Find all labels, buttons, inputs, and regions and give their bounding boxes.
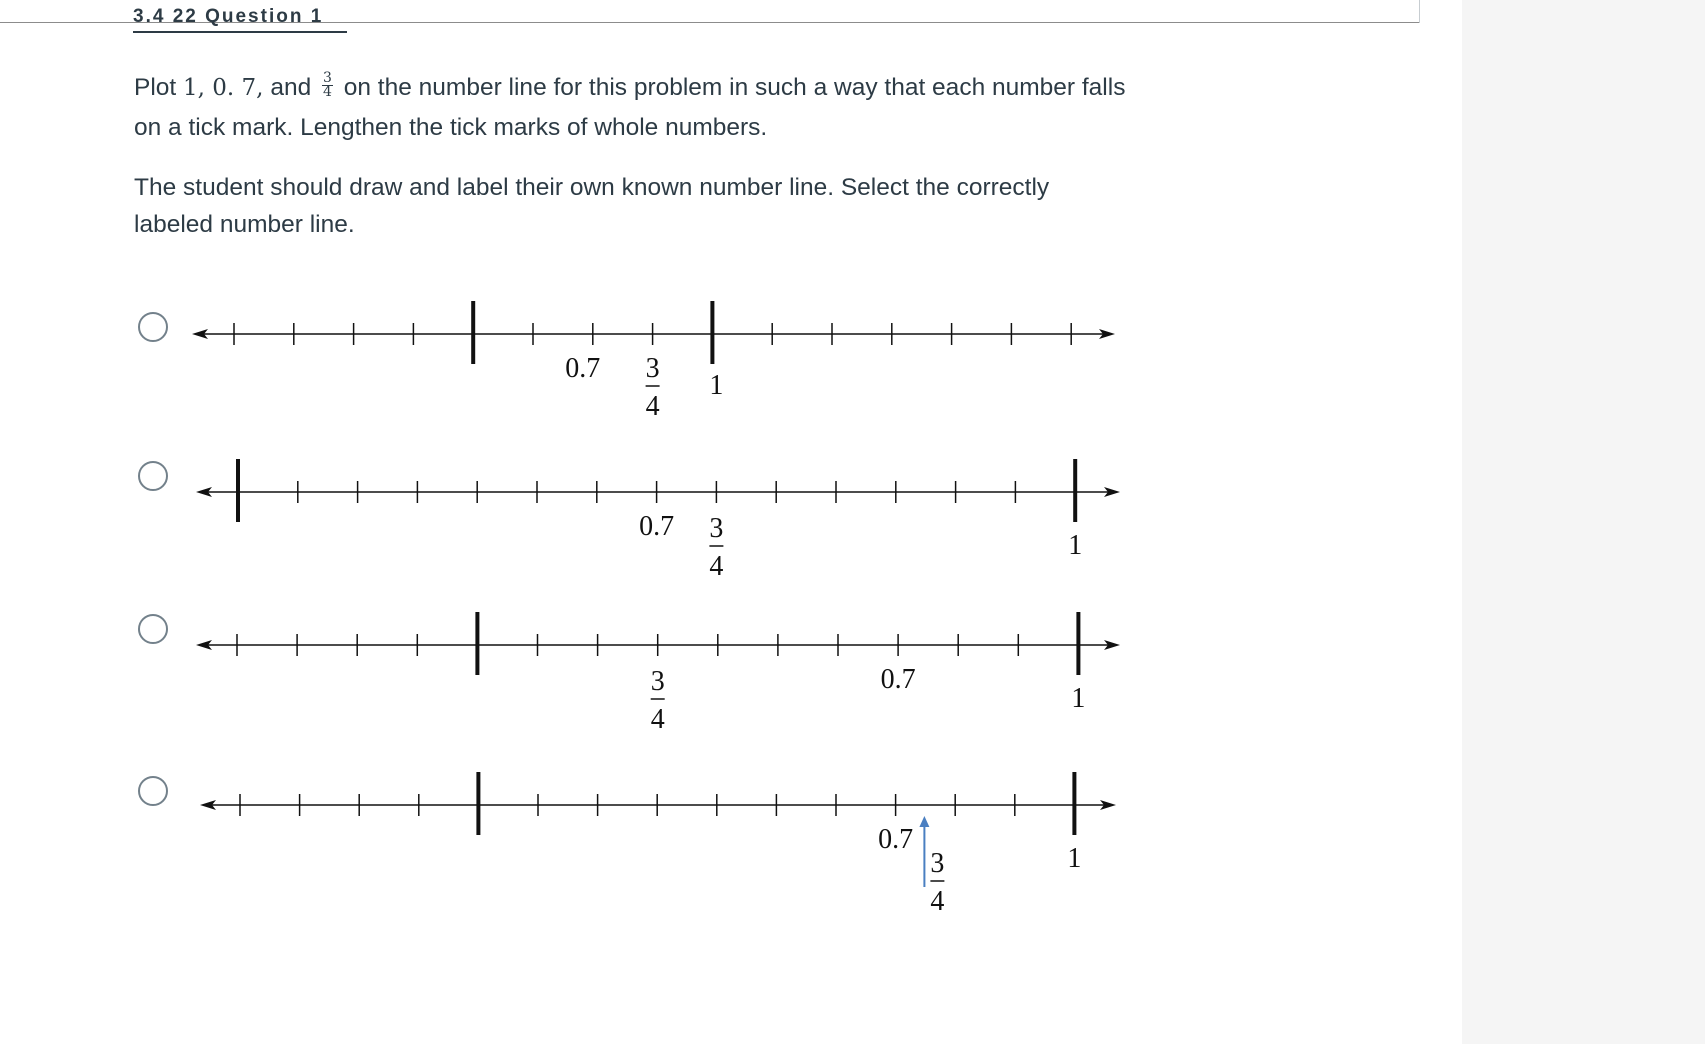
number-line-c [130,603,1140,753]
number-line-b [130,450,1140,600]
tick-label-whole: 1 [1071,683,1086,714]
prompt-numbers: 1, 0. 7, [183,75,264,101]
fraction-numerator: 3 [645,353,660,384]
fraction-numerator: 3 [709,513,724,544]
prompt-fraction-denominator: 4 [323,84,332,101]
tick-label-decimal: 0.7 [639,511,675,542]
tick-label-decimal: 0.7 [565,353,601,384]
question-prompt [134,68,1134,243]
question-heading-underline [133,31,347,33]
question-heading-clipped [133,6,347,34]
fraction-numerator: 3 [930,848,945,879]
tick-label-whole: 1 [1067,843,1082,874]
right-gutter [1462,0,1705,1044]
prompt-paragraph [134,68,1134,147]
answer-option-a[interactable] [130,290,1140,440]
prompt-fraction-numerator: 3 [323,70,332,87]
prompt-and: and [270,74,312,101]
number-line-d [130,765,1140,935]
header-divider-end [1419,0,1420,23]
tick-label-decimal: 0.7 [880,664,916,695]
prompt-rest: on the number line for this problem in such a way that each number falls on a tick mark. Lengthen the tick marks of whole numbers. [134,74,1126,141]
fraction-denominator: 4 [709,551,724,582]
fraction-denominator: 4 [645,391,660,422]
tick-label-decimal: 0.7 [878,824,914,855]
tick-label-whole: 1 [709,370,724,401]
answer-option-b[interactable] [130,450,1140,600]
prompt-fraction [322,72,333,99]
question-heading: 3.4 22 Question 1 [133,6,324,27]
tick-label-whole: 1 [1068,530,1083,561]
answer-option-d[interactable] [130,765,1140,915]
instruction-paragraph: The student should draw and label their own known number line. Select the correctly labeled number line. [134,174,1050,238]
prompt-plot: Plot [134,74,177,101]
fraction-numerator: 3 [650,666,665,697]
answer-option-c[interactable] [130,603,1140,753]
pointer-arrow-icon [919,816,929,827]
fraction-denominator: 4 [650,704,665,735]
number-line-a [130,290,1140,440]
fraction-denominator: 4 [930,886,945,917]
